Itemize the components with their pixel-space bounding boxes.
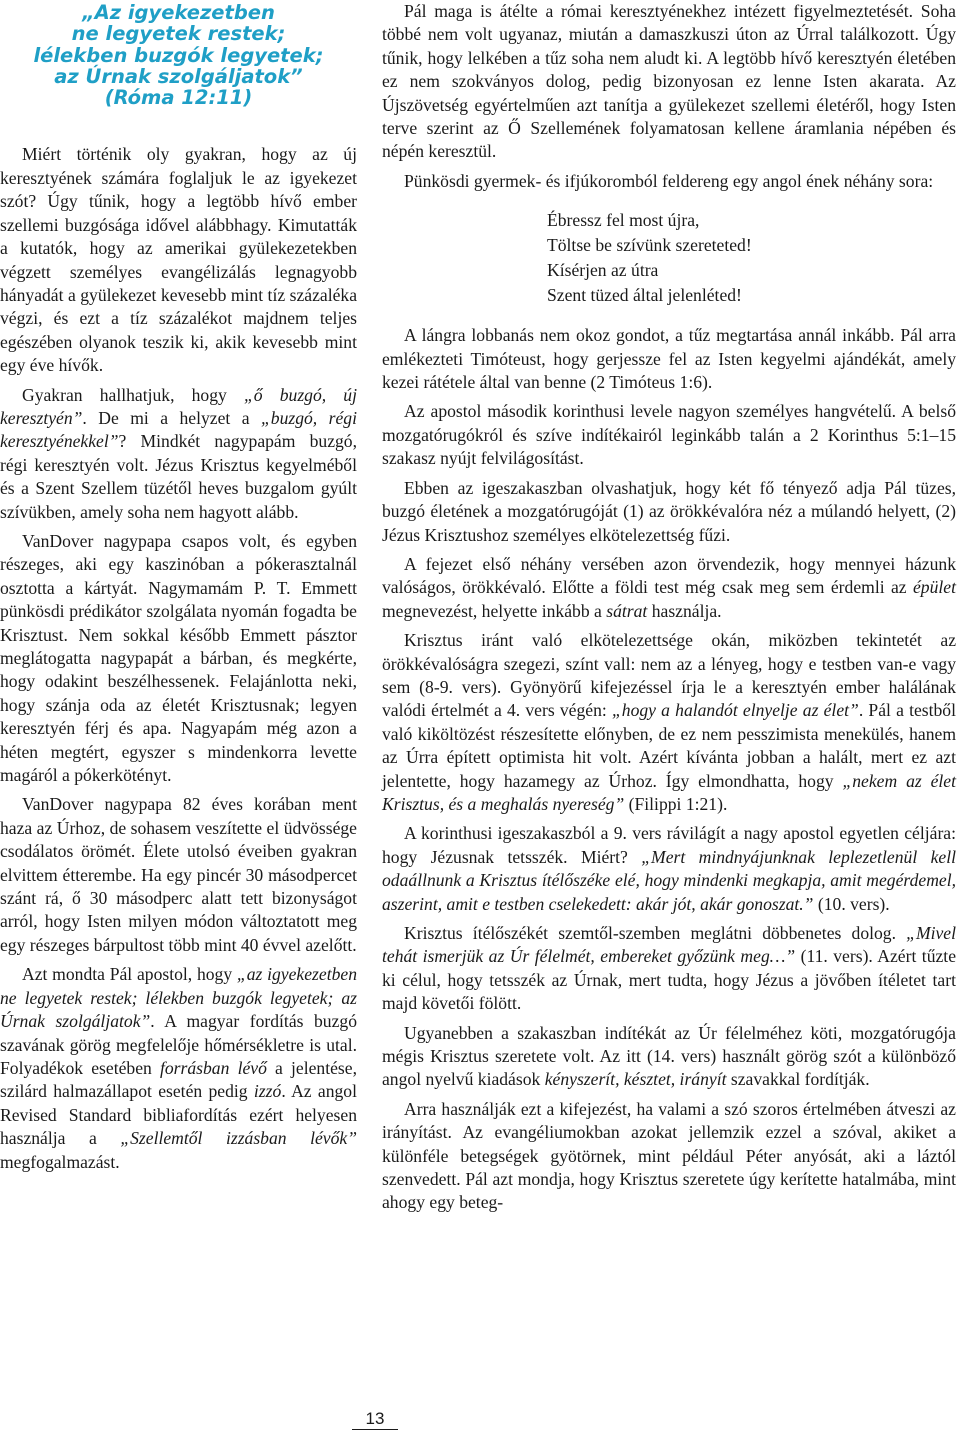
paragraph (382, 477, 956, 547)
italic-text: forrásban lévő (159, 1057, 267, 1078)
paragraph (382, 0, 956, 164)
italic-text: „nekem az élet Krisztus, és a meghalás nyereség” (382, 770, 956, 814)
italic-text: „Mert mindnyájunknak leplezetlenül kell odaállnunk a Krisztus ítélőszéke elé, hogy mindenki megkapja, amit megérdemel, aszerint, amit e testben cselekedett: akár jót, akár gonoszat.” (382, 846, 956, 914)
paragraph (0, 963, 357, 1174)
text-run: Krisztus iránt való elkötelezettsége okán, miközben tekintetét az örökkévalóságra szegezi, színt vall: nem az a lényeg, hogy e testben van-e vagy sem (8-9. vers). Gyönyörű kifejezéssel írja le a keresztyén ember halálának valódi értelmét a 4. vers végén: (382, 630, 956, 721)
italic-text: épület (913, 577, 956, 598)
text-run: a jelentése, szilárd halmazállapot esetén pedig (0, 1057, 357, 1102)
italic-text: izzó (253, 1081, 282, 1102)
paragraph (382, 170, 956, 193)
text-run: . Az angol Revised Standard bibliafordítás ezért helyesen használja a (0, 1081, 357, 1149)
text-run: . A magyar fordítás buzgó szavának görög megfelelője hőmérsékletre is utal. Folyadékok esetében (0, 1011, 357, 1078)
heading-line: lélekben buzgók legyetek; (33, 43, 324, 67)
paragraph (382, 400, 956, 470)
song-line: Kísérjen az útra (547, 260, 659, 281)
text-run: . Pál a testből való kiköltözést részesítette előnyben, de ez nem pesszimista menekülés, hanem az Úrra épített optimista hit volt. Azért kívánta jobban a halált, mert ez azt jelentette, hogy hazamegy az Úrhoz. Így elmondhatta, hogy (382, 700, 956, 791)
italic-text: „hogy a halandót elnyelje az élet” (611, 700, 859, 721)
paragraph (382, 822, 956, 916)
text-run: Pünkösdi gyermek- és ifjúkoromból feldereng egy angol ének néhány sora: (404, 170, 934, 191)
text-run: megfogalmazást. (0, 1151, 120, 1172)
text-run: Azt mondta Pál apostol, hogy (22, 964, 237, 985)
article-heading (0, 0, 357, 108)
song-line: Ébressz fel most újra, (547, 210, 700, 231)
text-run: Arra használják ezt a kifejezést, ha valami a szó szoros értelmében átveszi az irányítást. Az evangéliumokban azokat jellemzik ezzel a szóval, akiket a különféle betegségek gyötörnek, mint például Péter anyósát, aki a láztól szenvedett. Pál azt mondja, hogy Krisztus szeretete úgy kerítette hatalmába, mint ahogy egy beteg- (382, 1098, 956, 1213)
text-run: Krisztus ítélőszékét szemtől-szemben meglátni döbbenetes dolog. (404, 923, 907, 943)
paragraph (0, 793, 357, 957)
paragraph (0, 530, 357, 787)
text-run: (11. vers). Azért tűzte ki célul, hogy tetsszék az Úrnak, mert tudta, hogy Jézus a jövőben ítéletet tart majd követői fölött. (382, 946, 956, 1014)
text-run: Az apostol második korinthusi levele nagyon személyes hangvételű. A belső mozgatórugókról és szíve indítékairól leginkább talán a 2 Korinthus 5:1–15 szakasz nyújt felvilágosítást. (382, 401, 956, 469)
text-run: . De mi a helyzet a (82, 407, 261, 428)
text-run: VanDover nagypapa csapos volt, és egyben részeges, aki egy kaszinóban a pókerasztalnál osztotta a kártyát. Nagymamám P. T. Emmett pünkösdi prédikátor szolgálata nyomán fogadta be Krisztust. Nem sokkal később Emmett pásztor meglátogatta nagypapát a bárban, és megkérte, hogy odakint beszélhessenek. Felajánlotta neki, hogy szánja oda az életét Krisztusnak; legyen keresztyén férj és apa. Nagyapám még azon a héten megtért, egyszer s mindenkorra levette magáról a pókerkötényt. (0, 530, 357, 786)
text-run: Ugyanebben a szakaszban indítékát az Úr félelméhez köti, mozgatórugója mégis Krisztus szeretete volt. Az itt (14. vers) használt görög szót a különböző angol nyelvű kiadások (382, 1022, 956, 1090)
italic-text: „Szellemtől izzásban lévők” (120, 1128, 357, 1149)
italic-text: „Mivel tehát ismerjük az Úr félelmét, embereket győzünk meg…” (382, 923, 956, 967)
song-line: Szent tüzed által jelenléted! (547, 285, 742, 306)
paragraph (382, 922, 956, 1016)
text-run: A korinthusi igeszakaszból a 9. vers rávilágít a nagy apostol egyetlen céljára: hogy Jézusnak tetsszék. Miért? (382, 823, 956, 867)
paragraph (382, 553, 956, 623)
italic-text: „ő buzgó, új keresztyén” (0, 384, 357, 428)
text-run: Pál maga is átélte a római keresztyénekhez intézett figyelmeztetését. Soha többé nem volt ugyanaz, miután a damaszkuszi úton az Úrral találkozott. Úgy tűnik, hogy lelkében a tűz soha nem aludt ki. A legtöbb hívő keresztyén életében ez nem szokványos dolog, pedig bizonyosan ez lenne Isten akarata. Az Újszövetség egyértelműen azt tanítja a gyülekezet szellemi életéről, hogy Isten terve szerint az Ő Szellemének folyamatosan kellene áramlania népében és népén keresztül. (382, 1, 956, 162)
text-run: A fejezet első néhány versében azon örvendezik, hogy mennyei házunk valóságos, örökkévaló. Előtte a földi test még csak meg sem érdemli az (382, 553, 956, 598)
text-run: Miért történik oly gyakran, hogy az új keresztyének számára foglaljuk le az igyekezet szót? Úgy tűnik, hogy a legtöbb hívő ember szellemi buzgósága idővel alábbhagy. Kimutatták a kutatók, hogy az amerikai gyülekezetekben végzett személyes evangélizálás legnagyobb hányadát a gyülekezet kevesebb mint tíz százaléka végzi, és ezt a tíz százalékot majdnem teljes egészében olyanok teszik ki, akik kevesebb mint egy éve hívők. (0, 144, 357, 376)
heading-line: „Az igyekezetben (82, 1, 275, 24)
text-run: (Filippi 1:21). (624, 793, 728, 814)
text-run: VanDover nagypapa 82 éves korában ment haza az Úrhoz, de sohasem veszítette el üdvössége csodálatos örömét. Élete utolsó éveiben gyakran elvittem étterembe. Ha egy pincér 30 másodpercet szánt rá, ő 30 másodperc alatt tett bizonyságot arról, hogy Isten milyen módon változtatott meg egy részeges bárpultost több mint 40 évvel azelőtt. (0, 794, 357, 955)
text-run: (10. vers). (813, 893, 890, 914)
heading-line: ne legyetek restek; (71, 22, 286, 46)
heading-reference: (Róma 12:11) (104, 86, 253, 110)
text-run: A lángra lobbanás nem okoz gondot, a tűz megtartása annál inkább. Pál arra emlékezteti Timóteust, hogy gerjessze fel az Isten kegyelmi ajándékát, amely kezei rátétele által van benne (2 Timóteus 1:6). (382, 325, 956, 393)
paragraph (382, 1022, 956, 1092)
text-run: szavakkal fordítják. (726, 1069, 870, 1090)
right-column (382, 0, 956, 1215)
right-column-body-bottom (382, 324, 956, 1215)
italic-text: sátrat (606, 600, 648, 621)
paragraph (0, 384, 357, 524)
song-line: Töltse be szívünk szereteted! (547, 235, 752, 256)
text-run: Ebben az igeszakaszban olvashatjuk, hogy két fő tényező adja Pál tüzes, buzgó életének a mozgatórugóját (1) az örökkévalóra néz a múlandó helyett, (2) Jézus Krisztushoz személyes elkötelezettség fűzi. (382, 477, 956, 545)
song-verse (547, 208, 956, 308)
paragraph (0, 143, 357, 377)
text-run: Gyakran hallhatjuk, hogy (22, 384, 244, 405)
heading-line: az Úrnak szolgáljatok” (54, 64, 303, 88)
left-column-body (0, 143, 357, 1173)
text-run: ? Mindkét nagypapám buzgó, régi keresztyén volt. Jézus Krisztus kegyelméből és a Szent Szellem tüzétől heves buzgalom gyúlt szívükben, amely soha nem hagyott alább. (0, 431, 357, 522)
text-run: használja. (647, 600, 722, 621)
paragraph (382, 324, 956, 394)
paragraph (382, 629, 956, 816)
text-run: megnevezést, helyette inkább a (382, 600, 607, 621)
paragraph (382, 1098, 956, 1215)
italic-text: kényszerít, késztet, irányít (544, 1069, 727, 1090)
page-number: 13 (352, 1409, 398, 1430)
left-column (0, 0, 357, 1174)
italic-text: „buzgó, régi keresztyénekkel” (0, 407, 357, 452)
right-column-body-top (382, 0, 956, 193)
italic-text: „az igyekezetben ne legyetek restek; lélekben buzgók legyetek; az Úrnak szolgáljatok” (0, 964, 357, 1032)
